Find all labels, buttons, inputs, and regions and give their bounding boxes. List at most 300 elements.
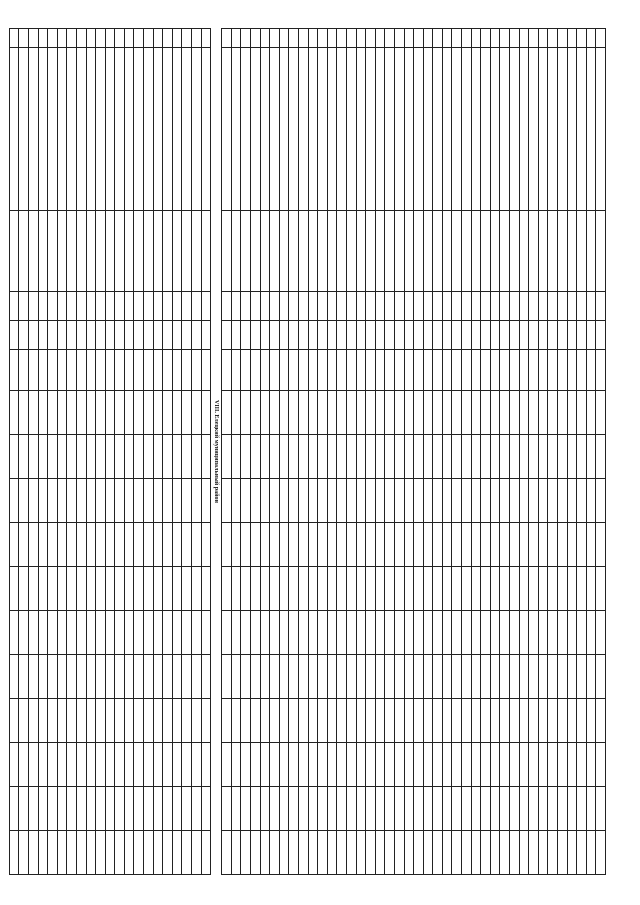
table-cell [318, 29, 328, 48]
table-cell [163, 391, 173, 435]
table-cell [471, 699, 481, 743]
table-cell [9, 655, 19, 699]
table-cell [596, 479, 606, 523]
table-cell [346, 655, 356, 699]
table-cell [548, 479, 558, 523]
table-cell [433, 567, 443, 611]
table-row [9, 29, 19, 875]
table-cell [462, 699, 472, 743]
table-cell [586, 699, 596, 743]
table-cell [28, 787, 38, 831]
table-cell [105, 523, 115, 567]
table-row [327, 29, 337, 875]
table-cell [586, 523, 596, 567]
table-cell [366, 48, 376, 211]
table-cell [67, 435, 77, 479]
table-cell [519, 831, 529, 875]
table-cell [260, 523, 270, 567]
table-cell [586, 321, 596, 350]
table-cell [433, 699, 443, 743]
table-cell [124, 479, 134, 523]
table-cell [366, 391, 376, 435]
table-cell [337, 350, 347, 391]
table-cell [251, 391, 261, 435]
table-cell [115, 479, 125, 523]
table-cell [19, 655, 29, 699]
table-cell [192, 611, 202, 655]
table-cell [529, 831, 539, 875]
table-cell [144, 292, 154, 321]
table-cell [327, 699, 337, 743]
table-cell [394, 321, 404, 350]
table-cell [76, 435, 86, 479]
table-cell [241, 655, 251, 699]
table-cell [346, 523, 356, 567]
table-cell [153, 479, 163, 523]
table-cell [510, 523, 520, 567]
table-cell [462, 655, 472, 699]
table-cell [76, 655, 86, 699]
table-cell [538, 48, 548, 211]
table-cell [538, 523, 548, 567]
table-cell [115, 611, 125, 655]
table-cell [201, 435, 211, 479]
table-cell [567, 611, 577, 655]
table-cell [433, 523, 443, 567]
table-cell [163, 567, 173, 611]
table-cell [490, 787, 500, 831]
table-row [366, 29, 376, 875]
table-cell [471, 831, 481, 875]
table-cell [423, 743, 433, 787]
table-cell [404, 743, 414, 787]
table-cell [241, 292, 251, 321]
table-cell [251, 435, 261, 479]
table-cell [567, 655, 577, 699]
table-cell [567, 787, 577, 831]
table-cell [337, 743, 347, 787]
table-cell [337, 611, 347, 655]
table-cell [299, 831, 309, 875]
table-cell [48, 699, 58, 743]
table-cell [172, 567, 182, 611]
table-cell [337, 655, 347, 699]
table-cell [510, 831, 520, 875]
table-cell [577, 523, 587, 567]
table-cell [57, 611, 67, 655]
table-cell [28, 479, 38, 523]
table-cell [529, 211, 539, 292]
table-cell [38, 655, 48, 699]
table-cell [548, 292, 558, 321]
table-cell [385, 523, 395, 567]
table-cell [481, 743, 491, 787]
table-cell [96, 699, 106, 743]
table-cell [201, 391, 211, 435]
table-cell [394, 435, 404, 479]
table-cell [260, 211, 270, 292]
table-cell [548, 321, 558, 350]
table-cell [519, 655, 529, 699]
table-cell [567, 29, 577, 48]
table-cell [346, 29, 356, 48]
table-cell [260, 48, 270, 211]
table-cell [182, 350, 192, 391]
table-cell [231, 743, 241, 787]
table-cell [38, 391, 48, 435]
table-cell [289, 211, 299, 292]
table-body-bottom [9, 29, 210, 875]
table-cell [172, 523, 182, 567]
table-cell [153, 321, 163, 350]
table-cell [433, 29, 443, 48]
table-cell [481, 211, 491, 292]
table-cell [596, 567, 606, 611]
table-cell [124, 611, 134, 655]
table-row [48, 29, 58, 875]
table-row [577, 29, 587, 875]
table-cell [462, 292, 472, 321]
section-row [211, 29, 222, 875]
table-cell [452, 787, 462, 831]
table-cell [134, 699, 144, 743]
table-cell [471, 743, 481, 787]
table-cell [192, 48, 202, 211]
table-cell [327, 743, 337, 787]
table-cell [577, 567, 587, 611]
table-cell [38, 321, 48, 350]
table-cell [279, 523, 289, 567]
table-cell [182, 211, 192, 292]
table-cell [192, 699, 202, 743]
table-cell [299, 479, 309, 523]
table-cell [519, 29, 529, 48]
table-cell [529, 611, 539, 655]
table-cell [471, 655, 481, 699]
table-cell [28, 699, 38, 743]
table-cell [308, 655, 318, 699]
table-cell [462, 435, 472, 479]
table-cell [462, 48, 472, 211]
table-cell [308, 787, 318, 831]
table-cell [423, 523, 433, 567]
table-cell [529, 523, 539, 567]
table-cell [327, 29, 337, 48]
table-cell [19, 611, 29, 655]
table-cell [105, 831, 115, 875]
table-cell [452, 292, 462, 321]
table-cell [577, 435, 587, 479]
table-cell [519, 567, 529, 611]
table-cell [251, 292, 261, 321]
table-cell [423, 699, 433, 743]
table-cell [385, 567, 395, 611]
table-cell [124, 831, 134, 875]
table-cell [577, 391, 587, 435]
table-cell [375, 787, 385, 831]
table-cell [222, 567, 232, 611]
table-cell [67, 292, 77, 321]
table-cell [404, 611, 414, 655]
table-cell [510, 567, 520, 611]
table-cell [289, 350, 299, 391]
table-cell [28, 655, 38, 699]
table-cell [222, 611, 232, 655]
table-cell [414, 611, 424, 655]
table-cell [490, 611, 500, 655]
table-cell [222, 743, 232, 787]
table-cell [241, 350, 251, 391]
table-cell [241, 567, 251, 611]
table-cell [356, 29, 366, 48]
table-cell [192, 831, 202, 875]
table-cell [241, 787, 251, 831]
table-cell [577, 699, 587, 743]
table-cell [201, 292, 211, 321]
table-cell [153, 567, 163, 611]
table-cell [115, 743, 125, 787]
table-cell [423, 435, 433, 479]
table-cell [442, 699, 452, 743]
table-cell [124, 567, 134, 611]
table-cell [182, 321, 192, 350]
table-cell [192, 211, 202, 292]
table-cell [299, 611, 309, 655]
table-cell [318, 611, 328, 655]
table-cell [134, 48, 144, 211]
table-cell [385, 350, 395, 391]
table-cell [241, 523, 251, 567]
table-cell [538, 655, 548, 699]
table-cell [404, 211, 414, 292]
table-cell [433, 611, 443, 655]
table-cell [28, 611, 38, 655]
table-row [548, 29, 558, 875]
table-cell [586, 391, 596, 435]
table-cell [308, 29, 318, 48]
table-cell [385, 29, 395, 48]
table-cell [558, 567, 568, 611]
table-cell [414, 567, 424, 611]
table-cell [289, 29, 299, 48]
table-cell [318, 567, 328, 611]
table-cell [163, 292, 173, 321]
table-cell [500, 350, 510, 391]
table-cell [500, 48, 510, 211]
table-cell [577, 655, 587, 699]
table-cell [115, 350, 125, 391]
table-cell [394, 523, 404, 567]
table-cell [596, 321, 606, 350]
table-cell [394, 48, 404, 211]
table-cell [105, 787, 115, 831]
table-row [462, 29, 472, 875]
table-cell [308, 699, 318, 743]
table-cell [57, 29, 67, 48]
table-cell [327, 321, 337, 350]
table-row [76, 29, 86, 875]
table-cell [375, 391, 385, 435]
table-cell [96, 321, 106, 350]
table-cell [558, 523, 568, 567]
table-cell [9, 435, 19, 479]
table-cell [577, 350, 587, 391]
table-cell [519, 211, 529, 292]
table-cell [76, 611, 86, 655]
table-cell [231, 350, 241, 391]
table-cell [124, 321, 134, 350]
table-cell [337, 48, 347, 211]
table-cell [153, 699, 163, 743]
table-cell [577, 831, 587, 875]
table-cell [462, 391, 472, 435]
table-cell [596, 29, 606, 48]
table-cell [9, 350, 19, 391]
table-cell [510, 29, 520, 48]
table-cell [385, 211, 395, 292]
table-cell [222, 831, 232, 875]
table-cell [500, 211, 510, 292]
table-cell [163, 321, 173, 350]
table-cell [567, 321, 577, 350]
table-cell [222, 350, 232, 391]
table-cell [452, 567, 462, 611]
table-cell [327, 479, 337, 523]
table-cell [270, 211, 280, 292]
table-cell [251, 743, 261, 787]
table-cell [28, 831, 38, 875]
table-cell [57, 831, 67, 875]
table-cell [231, 787, 241, 831]
table-cell [394, 350, 404, 391]
table-cell [567, 292, 577, 321]
table-cell [366, 787, 376, 831]
table-cell [356, 479, 366, 523]
table-cell [28, 211, 38, 292]
table-cell [163, 831, 173, 875]
table-cell [548, 611, 558, 655]
table-cell [105, 350, 115, 391]
table-row [567, 29, 577, 875]
table-cell [86, 655, 96, 699]
table-cell [337, 567, 347, 611]
table-cell [124, 211, 134, 292]
table-row [519, 29, 529, 875]
table-cell [279, 787, 289, 831]
table-cell [134, 655, 144, 699]
table-cell [86, 211, 96, 292]
table-cell [9, 567, 19, 611]
table-cell [222, 699, 232, 743]
table-cell [442, 479, 452, 523]
table-cell [519, 48, 529, 211]
table-cell [366, 655, 376, 699]
table-cell [19, 787, 29, 831]
table-cell [462, 831, 472, 875]
table-cell [366, 743, 376, 787]
table-cell [577, 611, 587, 655]
table-cell [241, 743, 251, 787]
table-cell [500, 831, 510, 875]
table-cell [163, 655, 173, 699]
table-cell [404, 391, 414, 435]
table-cell [76, 567, 86, 611]
table-cell [442, 435, 452, 479]
table-cell [318, 787, 328, 831]
table-cell [510, 611, 520, 655]
table-cell [471, 479, 481, 523]
table-cell [481, 48, 491, 211]
table-row [529, 29, 539, 875]
table-cell [548, 699, 558, 743]
table-cell [519, 292, 529, 321]
table-cell [337, 523, 347, 567]
table-cell [308, 48, 318, 211]
table-cell [346, 292, 356, 321]
table-cell [462, 787, 472, 831]
table-cell [337, 321, 347, 350]
table-cell [115, 655, 125, 699]
table-cell [241, 479, 251, 523]
table-cell [260, 391, 270, 435]
table-cell [452, 655, 462, 699]
table-cell [9, 831, 19, 875]
table-cell [558, 787, 568, 831]
table-cell [96, 48, 106, 211]
table-cell [346, 391, 356, 435]
table-cell [366, 523, 376, 567]
table-cell [260, 321, 270, 350]
table-cell [241, 435, 251, 479]
table-cell [124, 29, 134, 48]
table-cell [134, 611, 144, 655]
table-cell [375, 567, 385, 611]
table-cell [385, 48, 395, 211]
table-cell [596, 655, 606, 699]
table-cell [558, 350, 568, 391]
table-cell [567, 831, 577, 875]
table-cell [231, 435, 241, 479]
table-cell [519, 699, 529, 743]
table-cell [192, 567, 202, 611]
table-cell [86, 435, 96, 479]
table-cell [241, 699, 251, 743]
table-cell [251, 787, 261, 831]
table-cell [86, 292, 96, 321]
table-cell [86, 611, 96, 655]
table-cell [222, 48, 232, 211]
table-row [404, 29, 414, 875]
table-cell [510, 321, 520, 350]
table-cell [192, 321, 202, 350]
table-cell [558, 435, 568, 479]
table-cell [153, 831, 163, 875]
table-cell [144, 391, 154, 435]
table-cell [500, 699, 510, 743]
table-cell [423, 611, 433, 655]
table-cell [76, 479, 86, 523]
table-cell [414, 48, 424, 211]
table-cell [28, 321, 38, 350]
table-row [28, 29, 38, 875]
table-cell [308, 321, 318, 350]
table-cell [144, 655, 154, 699]
table-cell [404, 292, 414, 321]
table-cell [19, 567, 29, 611]
table-cell [538, 321, 548, 350]
table-cell [222, 479, 232, 523]
table-cell [318, 321, 328, 350]
